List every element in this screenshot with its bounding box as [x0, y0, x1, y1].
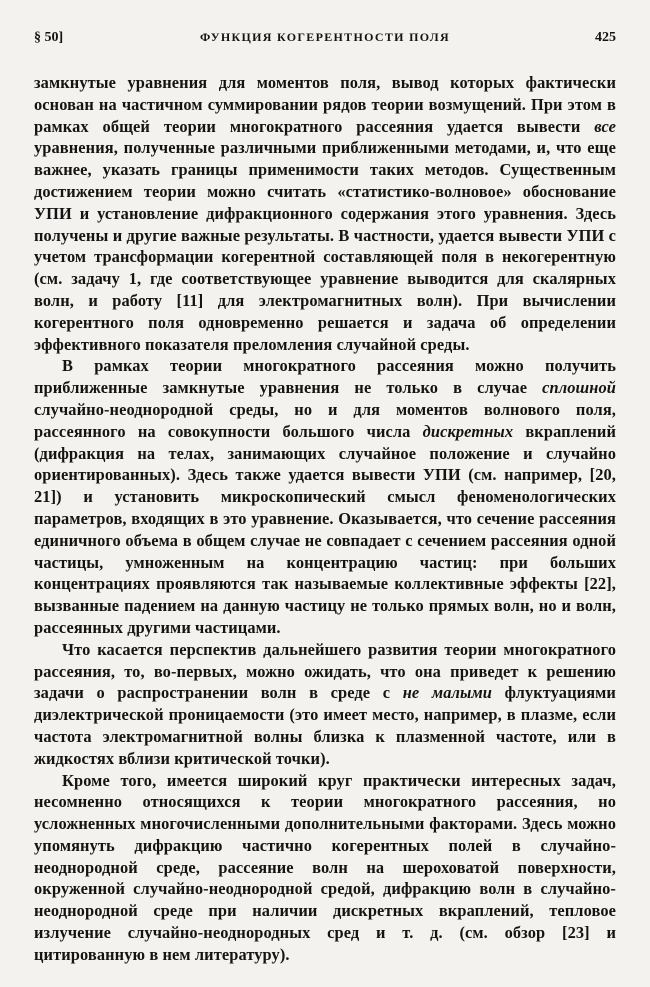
body-text	[34, 72, 616, 966]
italic-emphasis: все	[594, 116, 616, 136]
paragraph-4	[34, 770, 616, 966]
text-run: замкнутые уравнения для моментов поля, вывод которых фактически основан на частичном суммировании рядов теории возмущений. При этом в рамках общей теории многократного рассеяния удается вывести	[34, 73, 616, 136]
running-header	[34, 30, 616, 52]
paragraph-3	[34, 639, 616, 770]
text-run: вкраплений (дифракция на телах, занимающих случайное положение и случайно ориентированных). Здесь также удается вывести УПИ (см. например, [20, 21]) и установить микроскопический смысл феноменологических параметров, входящих в это уравнение. Оказывается, что сечение рассеяния единичного объема в общем случае не совпадает с сечением рассеяния одной частицы, умноженным на концентрацию частиц: при больших концентрациях проявляются так называемые коллективные эффекты [22], вызванные падением на данную частицу не только прямых волн, но и волн, рассеянных другими частицами.	[34, 421, 616, 637]
paragraph-1	[34, 72, 616, 355]
section-number: § 50]	[34, 30, 64, 45]
text-run: флуктуациями диэлектрической проницаемости (это имеет место, например, в плазме, если частота электромагнитной волны близка к плазменной частоте, или в жидкостях вблизи критической точки).	[34, 683, 616, 768]
page-number: 425	[595, 30, 616, 45]
paragraph-2	[34, 355, 616, 638]
text-run: Что касается перспектив дальнейшего развития теории многократного рассеяния, то, во-первых, можно ожидать, что она приведет к решению задачи о распространении волн в среде с	[34, 639, 616, 703]
italic-emphasis: сплошной	[542, 378, 616, 398]
text-run: случайно-неоднородной среды, но и для моментов волнового поля, рассеянного на совокупности большого числа	[34, 399, 616, 441]
italic-emphasis: не малыми	[402, 683, 493, 703]
italic-emphasis: дискретных	[422, 421, 514, 441]
running-title: ФУНКЦИЯ КОГЕРЕНТНОСТИ ПОЛЯ	[200, 30, 450, 44]
book-page	[34, 30, 616, 966]
text-run: уравнения, полученные различными приближенными методами, и, что еще важнее, указать границы применимости таких методов. Существенным достижением теории можно считать «статистико-волновое» обоснование УПИ и установление дифракционного содержания этого уравнения. Здесь получены и другие важные результаты. В частности, удается вывести УПИ с учетом трансформации когерентной составляющей поля в некогерентную (см. задачу 1, где соответствующее уравнение выводится для скалярных волн, и работу [11] для электромагнитных волн). При вычислении когерентного поля одновременно решается и задача об определении эффективного показателя преломления случайной среды.	[34, 138, 616, 354]
text-run: Кроме того, имеется широкий круг практически интересных задач, несомненно относящихся к теории многократного рассеяния, но усложненных многочисленными дополнительными факторами. Здесь можно упомянуть дифракцию частично когерентных полей в случайно-неоднородной среде, рассеяние волн на шероховатой поверхности, окруженной случайно-неоднородной средой, дифракцию волн в случайно-неоднородной среде при наличии дискретных вкраплений, тепловое излучение случайно-неоднородных сред и т. д. (см. обзор [23] и цитированную в нем литературу).	[34, 770, 616, 964]
text-run: В рамках теории многократного рассеяния можно получить приближенные замкнутые уравнения не только в случае	[34, 356, 616, 398]
